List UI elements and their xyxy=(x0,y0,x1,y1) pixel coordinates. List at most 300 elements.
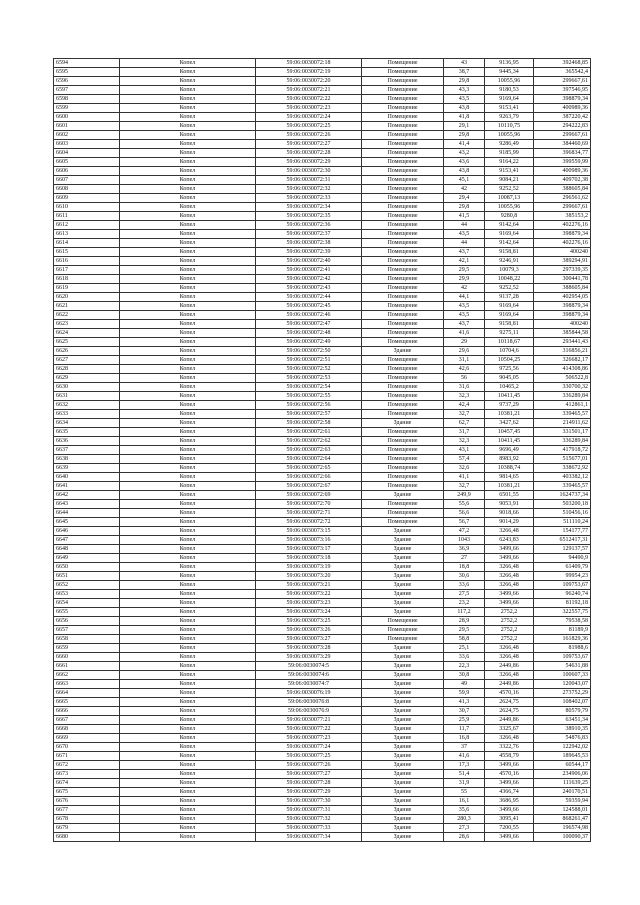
cadastral-value-cell: 511110,24 xyxy=(534,518,591,527)
locality-cell: Копел xyxy=(120,203,256,212)
locality-cell: Копел xyxy=(120,329,256,338)
cadastral-value-cell: 339465,57 xyxy=(534,410,591,419)
object-type-cell: Здание xyxy=(362,527,444,536)
locality-cell: Копел xyxy=(120,788,256,797)
area-cell: 43,7 xyxy=(444,248,485,257)
row-number-cell: 6607 xyxy=(54,176,120,185)
area-cell: 37 xyxy=(444,743,485,752)
table-row xyxy=(54,734,591,743)
cadastral-value-cell: 108402,07 xyxy=(534,698,591,707)
cadastral-value-cell: 400989,36 xyxy=(534,104,591,113)
object-type-cell: Помещение xyxy=(362,338,444,347)
table-row xyxy=(54,536,591,545)
area-cell: 117,2 xyxy=(444,608,485,617)
locality-cell: Копел xyxy=(120,464,256,473)
row-number-cell: 6625 xyxy=(54,338,120,347)
area-cell: 30,8 xyxy=(444,671,485,680)
specific-value-cell: 3499,66 xyxy=(485,806,534,815)
cadastral-value-cell: 398879,34 xyxy=(534,230,591,239)
specific-value-cell: 3427,62 xyxy=(485,419,534,428)
specific-value-cell: 2752,2 xyxy=(485,626,534,635)
area-cell: 41,3 xyxy=(444,698,485,707)
table-row xyxy=(54,617,591,626)
object-type-cell: Помещение xyxy=(362,509,444,518)
area-cell: 42 xyxy=(444,185,485,194)
cadastral-value-cell: 299667,61 xyxy=(534,131,591,140)
specific-value-cell: 9814,65 xyxy=(485,473,534,482)
specific-value-cell: 9286,49 xyxy=(485,140,534,149)
object-type-cell: Здание xyxy=(362,554,444,563)
object-type-cell: Помещение xyxy=(362,176,444,185)
table-row xyxy=(54,563,591,572)
cadastral-number-cell: 59:06:0030077:30 xyxy=(256,797,362,806)
table-row xyxy=(54,428,591,437)
cadastral-value-cell: 214911,62 xyxy=(534,419,591,428)
cadastral-value-cell: 389294,91 xyxy=(534,257,591,266)
specific-value-cell: 9136,95 xyxy=(485,59,534,68)
row-number-cell: 6663 xyxy=(54,680,120,689)
row-number-cell: 6609 xyxy=(54,194,120,203)
cadastral-number-cell: 59:06:0030074:5 xyxy=(256,662,362,671)
row-number-cell: 6601 xyxy=(54,122,120,131)
cadastral-value-cell: 400989,36 xyxy=(534,167,591,176)
locality-cell: Копел xyxy=(120,149,256,158)
cadastral-value-cell: 81988,6 xyxy=(534,644,591,653)
area-cell: 1043 xyxy=(444,536,485,545)
specific-value-cell: 3266,48 xyxy=(485,572,534,581)
row-number-cell: 6661 xyxy=(54,662,120,671)
object-type-cell: Здание xyxy=(362,716,444,725)
object-type-cell: Здание xyxy=(362,536,444,545)
table-row xyxy=(54,770,591,779)
cadastral-number-cell: 59:06:0030077:26 xyxy=(256,761,362,770)
object-type-cell: Помещение xyxy=(362,635,444,644)
specific-value-cell: 3499,66 xyxy=(485,779,534,788)
object-type-cell: Здание xyxy=(362,833,444,842)
cadastral-number-cell: 59:06:0030073:24 xyxy=(256,608,362,617)
locality-cell: Копел xyxy=(120,491,256,500)
document-page xyxy=(53,58,590,842)
cadastral-value-cell: 326682,17 xyxy=(534,356,591,365)
object-type-cell: Здание xyxy=(362,581,444,590)
cadastral-number-cell: 59:06:0030072:29 xyxy=(256,158,362,167)
cadastral-number-cell: 59:06:0030073:18 xyxy=(256,554,362,563)
specific-value-cell: 7200,55 xyxy=(485,824,534,833)
row-number-cell: 6668 xyxy=(54,725,120,734)
specific-value-cell: 9169,64 xyxy=(485,302,534,311)
row-number-cell: 6648 xyxy=(54,545,120,554)
specific-value-cell: 2752,2 xyxy=(485,635,534,644)
row-number-cell: 6595 xyxy=(54,68,120,77)
row-number-cell: 6603 xyxy=(54,140,120,149)
object-type-cell: Помещение xyxy=(362,401,444,410)
locality-cell: Копел xyxy=(120,455,256,464)
area-cell: 43,2 xyxy=(444,149,485,158)
cadastral-value-cell: 80579,79 xyxy=(534,707,591,716)
locality-cell: Копел xyxy=(120,689,256,698)
cadastral-value-cell: 1624737,34 xyxy=(534,491,591,500)
area-cell: 56 xyxy=(444,374,485,383)
cadastral-number-cell: 59:06:0030077:27 xyxy=(256,770,362,779)
cadastral-value-cell: 396834,77 xyxy=(534,149,591,158)
table-row xyxy=(54,410,591,419)
row-number-cell: 6673 xyxy=(54,770,120,779)
area-cell: 25,9 xyxy=(444,716,485,725)
locality-cell: Копел xyxy=(120,374,256,383)
cadastral-number-cell: 59:06:0030072:43 xyxy=(256,284,362,293)
cadastral-value-cell: 330700,32 xyxy=(534,383,591,392)
row-number-cell: 6637 xyxy=(54,446,120,455)
locality-cell: Копел xyxy=(120,446,256,455)
cadastral-value-cell: 63451,34 xyxy=(534,716,591,725)
row-number-cell: 6619 xyxy=(54,284,120,293)
object-type-cell: Здание xyxy=(362,806,444,815)
cadastral-value-cell: 60544,17 xyxy=(534,761,591,770)
cadastral-value-cell: 398879,34 xyxy=(534,311,591,320)
row-number-cell: 6634 xyxy=(54,419,120,428)
area-cell: 42,6 xyxy=(444,365,485,374)
cadastral-number-cell: 59:06:0030072:23 xyxy=(256,104,362,113)
cadastral-value-cell: 400240 xyxy=(534,320,591,329)
cadastral-value-cell: 94490,9 xyxy=(534,554,591,563)
area-cell: 29,1 xyxy=(444,122,485,131)
cadastral-value-cell: 161829,36 xyxy=(534,635,591,644)
object-type-cell: Здание xyxy=(362,761,444,770)
cadastral-number-cell: 59:06:0030072:26 xyxy=(256,131,362,140)
table-row xyxy=(54,680,591,689)
object-type-cell: Здание xyxy=(362,752,444,761)
locality-cell: Копел xyxy=(120,437,256,446)
cadastral-number-cell: 59:06:0030073:27 xyxy=(256,635,362,644)
object-type-cell: Здание xyxy=(362,689,444,698)
object-type-cell: Здание xyxy=(362,734,444,743)
cadastral-value-cell: 81192,18 xyxy=(534,599,591,608)
cadastral-value-cell: 54631,88 xyxy=(534,662,591,671)
specific-value-cell: 3266,48 xyxy=(485,527,534,536)
row-number-cell: 6598 xyxy=(54,95,120,104)
locality-cell: Копел xyxy=(120,266,256,275)
specific-value-cell: 9169,64 xyxy=(485,230,534,239)
row-number-cell: 6659 xyxy=(54,644,120,653)
specific-value-cell: 9018,66 xyxy=(485,509,534,518)
area-cell: 51,4 xyxy=(444,770,485,779)
cadastral-number-cell: 59:06:0030077:25 xyxy=(256,752,362,761)
table-row xyxy=(54,626,591,635)
cadastral-number-cell: 59:06:0030077:22 xyxy=(256,725,362,734)
cadastral-value-cell: 409702,38 xyxy=(534,176,591,185)
area-cell: 29,5 xyxy=(444,626,485,635)
specific-value-cell: 9737,29 xyxy=(485,401,534,410)
area-cell: 30,6 xyxy=(444,572,485,581)
locality-cell: Копел xyxy=(120,428,256,437)
area-cell: 28,9 xyxy=(444,617,485,626)
specific-value-cell: 3499,66 xyxy=(485,554,534,563)
table-row xyxy=(54,437,591,446)
cadastral-number-cell: 59:06:0030073:23 xyxy=(256,599,362,608)
locality-cell: Копел xyxy=(120,131,256,140)
specific-value-cell: 3325,67 xyxy=(485,725,534,734)
locality-cell: Копел xyxy=(120,833,256,842)
row-number-cell: 6608 xyxy=(54,185,120,194)
cadastral-number-cell: 59:06:0030072:49 xyxy=(256,338,362,347)
cadastral-value-cell: 412861,1 xyxy=(534,401,591,410)
cadastral-value-cell: 506522,8 xyxy=(534,374,591,383)
row-number-cell: 6612 xyxy=(54,221,120,230)
locality-cell: Копел xyxy=(120,275,256,284)
cadastral-number-cell: 59:06:0030072:34 xyxy=(256,203,362,212)
area-cell: 28,6 xyxy=(444,833,485,842)
cadastral-value-cell: 299667,61 xyxy=(534,77,591,86)
cadastral-value-cell: 100607,33 xyxy=(534,671,591,680)
area-cell: 44,1 xyxy=(444,293,485,302)
cadastral-number-cell: 59:06:0030072:67 xyxy=(256,482,362,491)
table-body xyxy=(54,59,591,842)
table-row xyxy=(54,293,591,302)
locality-cell: Копел xyxy=(120,113,256,122)
locality-cell: Копел xyxy=(120,356,256,365)
specific-value-cell: 8983,92 xyxy=(485,455,534,464)
object-type-cell: Здание xyxy=(362,743,444,752)
table-row xyxy=(54,167,591,176)
cadastral-value-cell: 99954,23 xyxy=(534,572,591,581)
object-type-cell: Помещение xyxy=(362,437,444,446)
cadastral-number-cell: 59:06:0030072:21 xyxy=(256,86,362,95)
locality-cell: Копел xyxy=(120,815,256,824)
object-type-cell: Помещение xyxy=(362,518,444,527)
object-type-cell: Здание xyxy=(362,608,444,617)
row-number-cell: 6621 xyxy=(54,302,120,311)
specific-value-cell: 9185,99 xyxy=(485,149,534,158)
area-cell: 41,5 xyxy=(444,212,485,221)
locality-cell: Копел xyxy=(120,680,256,689)
specific-value-cell: 10411,45 xyxy=(485,392,534,401)
locality-cell: Копел xyxy=(120,581,256,590)
row-number-cell: 6678 xyxy=(54,815,120,824)
row-number-cell: 6674 xyxy=(54,779,120,788)
cadastral-number-cell: 59:06:0030072:39 xyxy=(256,248,362,257)
object-type-cell: Помещение xyxy=(362,410,444,419)
object-type-cell: Помещение xyxy=(362,167,444,176)
row-number-cell: 6650 xyxy=(54,563,120,572)
locality-cell: Копел xyxy=(120,293,256,302)
object-type-cell: Здание xyxy=(362,644,444,653)
cadastral-number-cell: 59:06:0030072:31 xyxy=(256,176,362,185)
locality-cell: Копел xyxy=(120,509,256,518)
locality-cell: Копел xyxy=(120,698,256,707)
row-number-cell: 6617 xyxy=(54,266,120,275)
object-type-cell: Здание xyxy=(362,671,444,680)
cadastral-value-cell: 299667,61 xyxy=(534,203,591,212)
table-row xyxy=(54,257,591,266)
cadastral-number-cell: 59:06:0030077:21 xyxy=(256,716,362,725)
specific-value-cell: 2449,86 xyxy=(485,716,534,725)
specific-value-cell: 3266,48 xyxy=(485,563,534,572)
specific-value-cell: 9246,91 xyxy=(485,257,534,266)
object-type-cell: Помещение xyxy=(362,86,444,95)
row-number-cell: 6605 xyxy=(54,158,120,167)
specific-value-cell: 10055,96 xyxy=(485,203,534,212)
locality-cell: Копел xyxy=(120,752,256,761)
table-row xyxy=(54,491,591,500)
cadastral-value-cell: 234906,06 xyxy=(534,770,591,779)
object-type-cell: Помещение xyxy=(362,113,444,122)
specific-value-cell: 3266,48 xyxy=(485,671,534,680)
locality-cell: Копел xyxy=(120,563,256,572)
table-row xyxy=(54,59,591,68)
area-cell: 49 xyxy=(444,680,485,689)
row-number-cell: 6623 xyxy=(54,320,120,329)
row-number-cell: 6629 xyxy=(54,374,120,383)
table-row xyxy=(54,779,591,788)
specific-value-cell: 3266,48 xyxy=(485,581,534,590)
table-row xyxy=(54,464,591,473)
row-number-cell: 6614 xyxy=(54,239,120,248)
area-cell: 32,7 xyxy=(444,482,485,491)
table-row xyxy=(54,752,591,761)
table-row xyxy=(54,122,591,131)
object-type-cell: Здание xyxy=(362,707,444,716)
area-cell: 29,8 xyxy=(444,77,485,86)
specific-value-cell: 10055,96 xyxy=(485,131,534,140)
cadastral-value-cell: 297339,35 xyxy=(534,266,591,275)
object-type-cell: Здание xyxy=(362,824,444,833)
table-row xyxy=(54,599,591,608)
area-cell: 23,2 xyxy=(444,599,485,608)
row-number-cell: 6604 xyxy=(54,149,120,158)
locality-cell: Копел xyxy=(120,347,256,356)
area-cell: 16,1 xyxy=(444,797,485,806)
row-number-cell: 6649 xyxy=(54,554,120,563)
specific-value-cell: 9084,21 xyxy=(485,176,534,185)
object-type-cell: Помещение xyxy=(362,446,444,455)
specific-value-cell: 9153,41 xyxy=(485,104,534,113)
locality-cell: Копел xyxy=(120,662,256,671)
cadastral-number-cell: 59:06:0030073:26 xyxy=(256,626,362,635)
specific-value-cell: 3266,48 xyxy=(485,734,534,743)
row-number-cell: 6643 xyxy=(54,500,120,509)
cadastral-number-cell: 59:06:0030072:52 xyxy=(256,365,362,374)
cadastral-number-cell: 59:06:0030072:46 xyxy=(256,311,362,320)
specific-value-cell: 9263,79 xyxy=(485,113,534,122)
specific-value-cell: 3322,76 xyxy=(485,743,534,752)
row-number-cell: 6642 xyxy=(54,491,120,500)
table-row xyxy=(54,248,591,257)
locality-cell: Копел xyxy=(120,599,256,608)
cadastral-value-cell: 336289,84 xyxy=(534,437,591,446)
cadastral-number-cell: 59:06:0030073:20 xyxy=(256,572,362,581)
locality-cell: Копел xyxy=(120,716,256,725)
table-row xyxy=(54,149,591,158)
table-row xyxy=(54,140,591,149)
area-cell: 62,7 xyxy=(444,419,485,428)
cadastral-value-cell: 111639,25 xyxy=(534,779,591,788)
cadastral-value-cell: 417918,72 xyxy=(534,446,591,455)
locality-cell: Копел xyxy=(120,167,256,176)
cadastral-value-cell: 868261,47 xyxy=(534,815,591,824)
specific-value-cell: 9445,34 xyxy=(485,68,534,77)
row-number-cell: 6628 xyxy=(54,365,120,374)
area-cell: 25,1 xyxy=(444,644,485,653)
table-row xyxy=(54,131,591,140)
cadastral-number-cell: 59:06:0030072:48 xyxy=(256,329,362,338)
object-type-cell: Помещение xyxy=(362,365,444,374)
specific-value-cell: 9142,64 xyxy=(485,239,534,248)
object-type-cell: Помещение xyxy=(362,131,444,140)
table-row xyxy=(54,356,591,365)
specific-value-cell: 3499,66 xyxy=(485,761,534,770)
table-row xyxy=(54,761,591,770)
area-cell: 31,7 xyxy=(444,428,485,437)
specific-value-cell: 4570,16 xyxy=(485,689,534,698)
table-row xyxy=(54,572,591,581)
specific-value-cell: 10087,13 xyxy=(485,194,534,203)
table-row xyxy=(54,203,591,212)
area-cell: 44 xyxy=(444,239,485,248)
specific-value-cell: 9158,81 xyxy=(485,320,534,329)
cadastral-number-cell: 59:06:0030077:31 xyxy=(256,806,362,815)
area-cell: 27,5 xyxy=(444,590,485,599)
specific-value-cell: 9045,05 xyxy=(485,374,534,383)
table-row xyxy=(54,518,591,527)
cadastral-value-cell: 510456,16 xyxy=(534,509,591,518)
specific-value-cell: 9696,49 xyxy=(485,446,534,455)
row-number-cell: 6627 xyxy=(54,356,120,365)
cadastral-number-cell: 59:06:0030073:25 xyxy=(256,617,362,626)
area-cell: 42,1 xyxy=(444,257,485,266)
cadastral-value-cell: 189645,53 xyxy=(534,752,591,761)
cadastral-number-cell: 59:06:0030077:33 xyxy=(256,824,362,833)
locality-cell: Копел xyxy=(120,257,256,266)
locality-cell: Копел xyxy=(120,617,256,626)
object-type-cell: Помещение xyxy=(362,320,444,329)
cadastral-value-cell: 293441,43 xyxy=(534,338,591,347)
area-cell: 29,8 xyxy=(444,131,485,140)
cadastral-number-cell: 59:06:0030076:19 xyxy=(256,689,362,698)
area-cell: 27,3 xyxy=(444,824,485,833)
cadastral-number-cell: 59:06:0030072:35 xyxy=(256,212,362,221)
cadastral-value-cell: 336289,84 xyxy=(534,392,591,401)
object-type-cell: Помещение xyxy=(362,158,444,167)
object-type-cell: Помещение xyxy=(362,284,444,293)
cadastral-value-cell: 515677,01 xyxy=(534,455,591,464)
locality-cell: Копел xyxy=(120,671,256,680)
cadastral-number-cell: 59:06:0030072:62 xyxy=(256,437,362,446)
object-type-cell: Здание xyxy=(362,599,444,608)
area-cell: 41,6 xyxy=(444,752,485,761)
cadastral-number-cell: 59:06:0030076:8 xyxy=(256,698,362,707)
table-row xyxy=(54,635,591,644)
locality-cell: Копел xyxy=(120,185,256,194)
area-cell: 43,7 xyxy=(444,320,485,329)
locality-cell: Копел xyxy=(120,68,256,77)
cadastral-value-cell: 392468,85 xyxy=(534,59,591,68)
row-number-cell: 6596 xyxy=(54,77,120,86)
area-cell: 33,6 xyxy=(444,653,485,662)
specific-value-cell: 6243,83 xyxy=(485,536,534,545)
table-row xyxy=(54,347,591,356)
row-number-cell: 6594 xyxy=(54,59,120,68)
table-row xyxy=(54,824,591,833)
object-type-cell: Здание xyxy=(362,815,444,824)
object-type-cell: Помещение xyxy=(362,617,444,626)
object-type-cell: Помещение xyxy=(362,203,444,212)
row-number-cell: 6640 xyxy=(54,473,120,482)
area-cell: 43,5 xyxy=(444,302,485,311)
specific-value-cell: 9725,56 xyxy=(485,365,534,374)
table-row xyxy=(54,266,591,275)
specific-value-cell: 9137,28 xyxy=(485,293,534,302)
cadastral-number-cell: 59:06:0030072:27 xyxy=(256,140,362,149)
